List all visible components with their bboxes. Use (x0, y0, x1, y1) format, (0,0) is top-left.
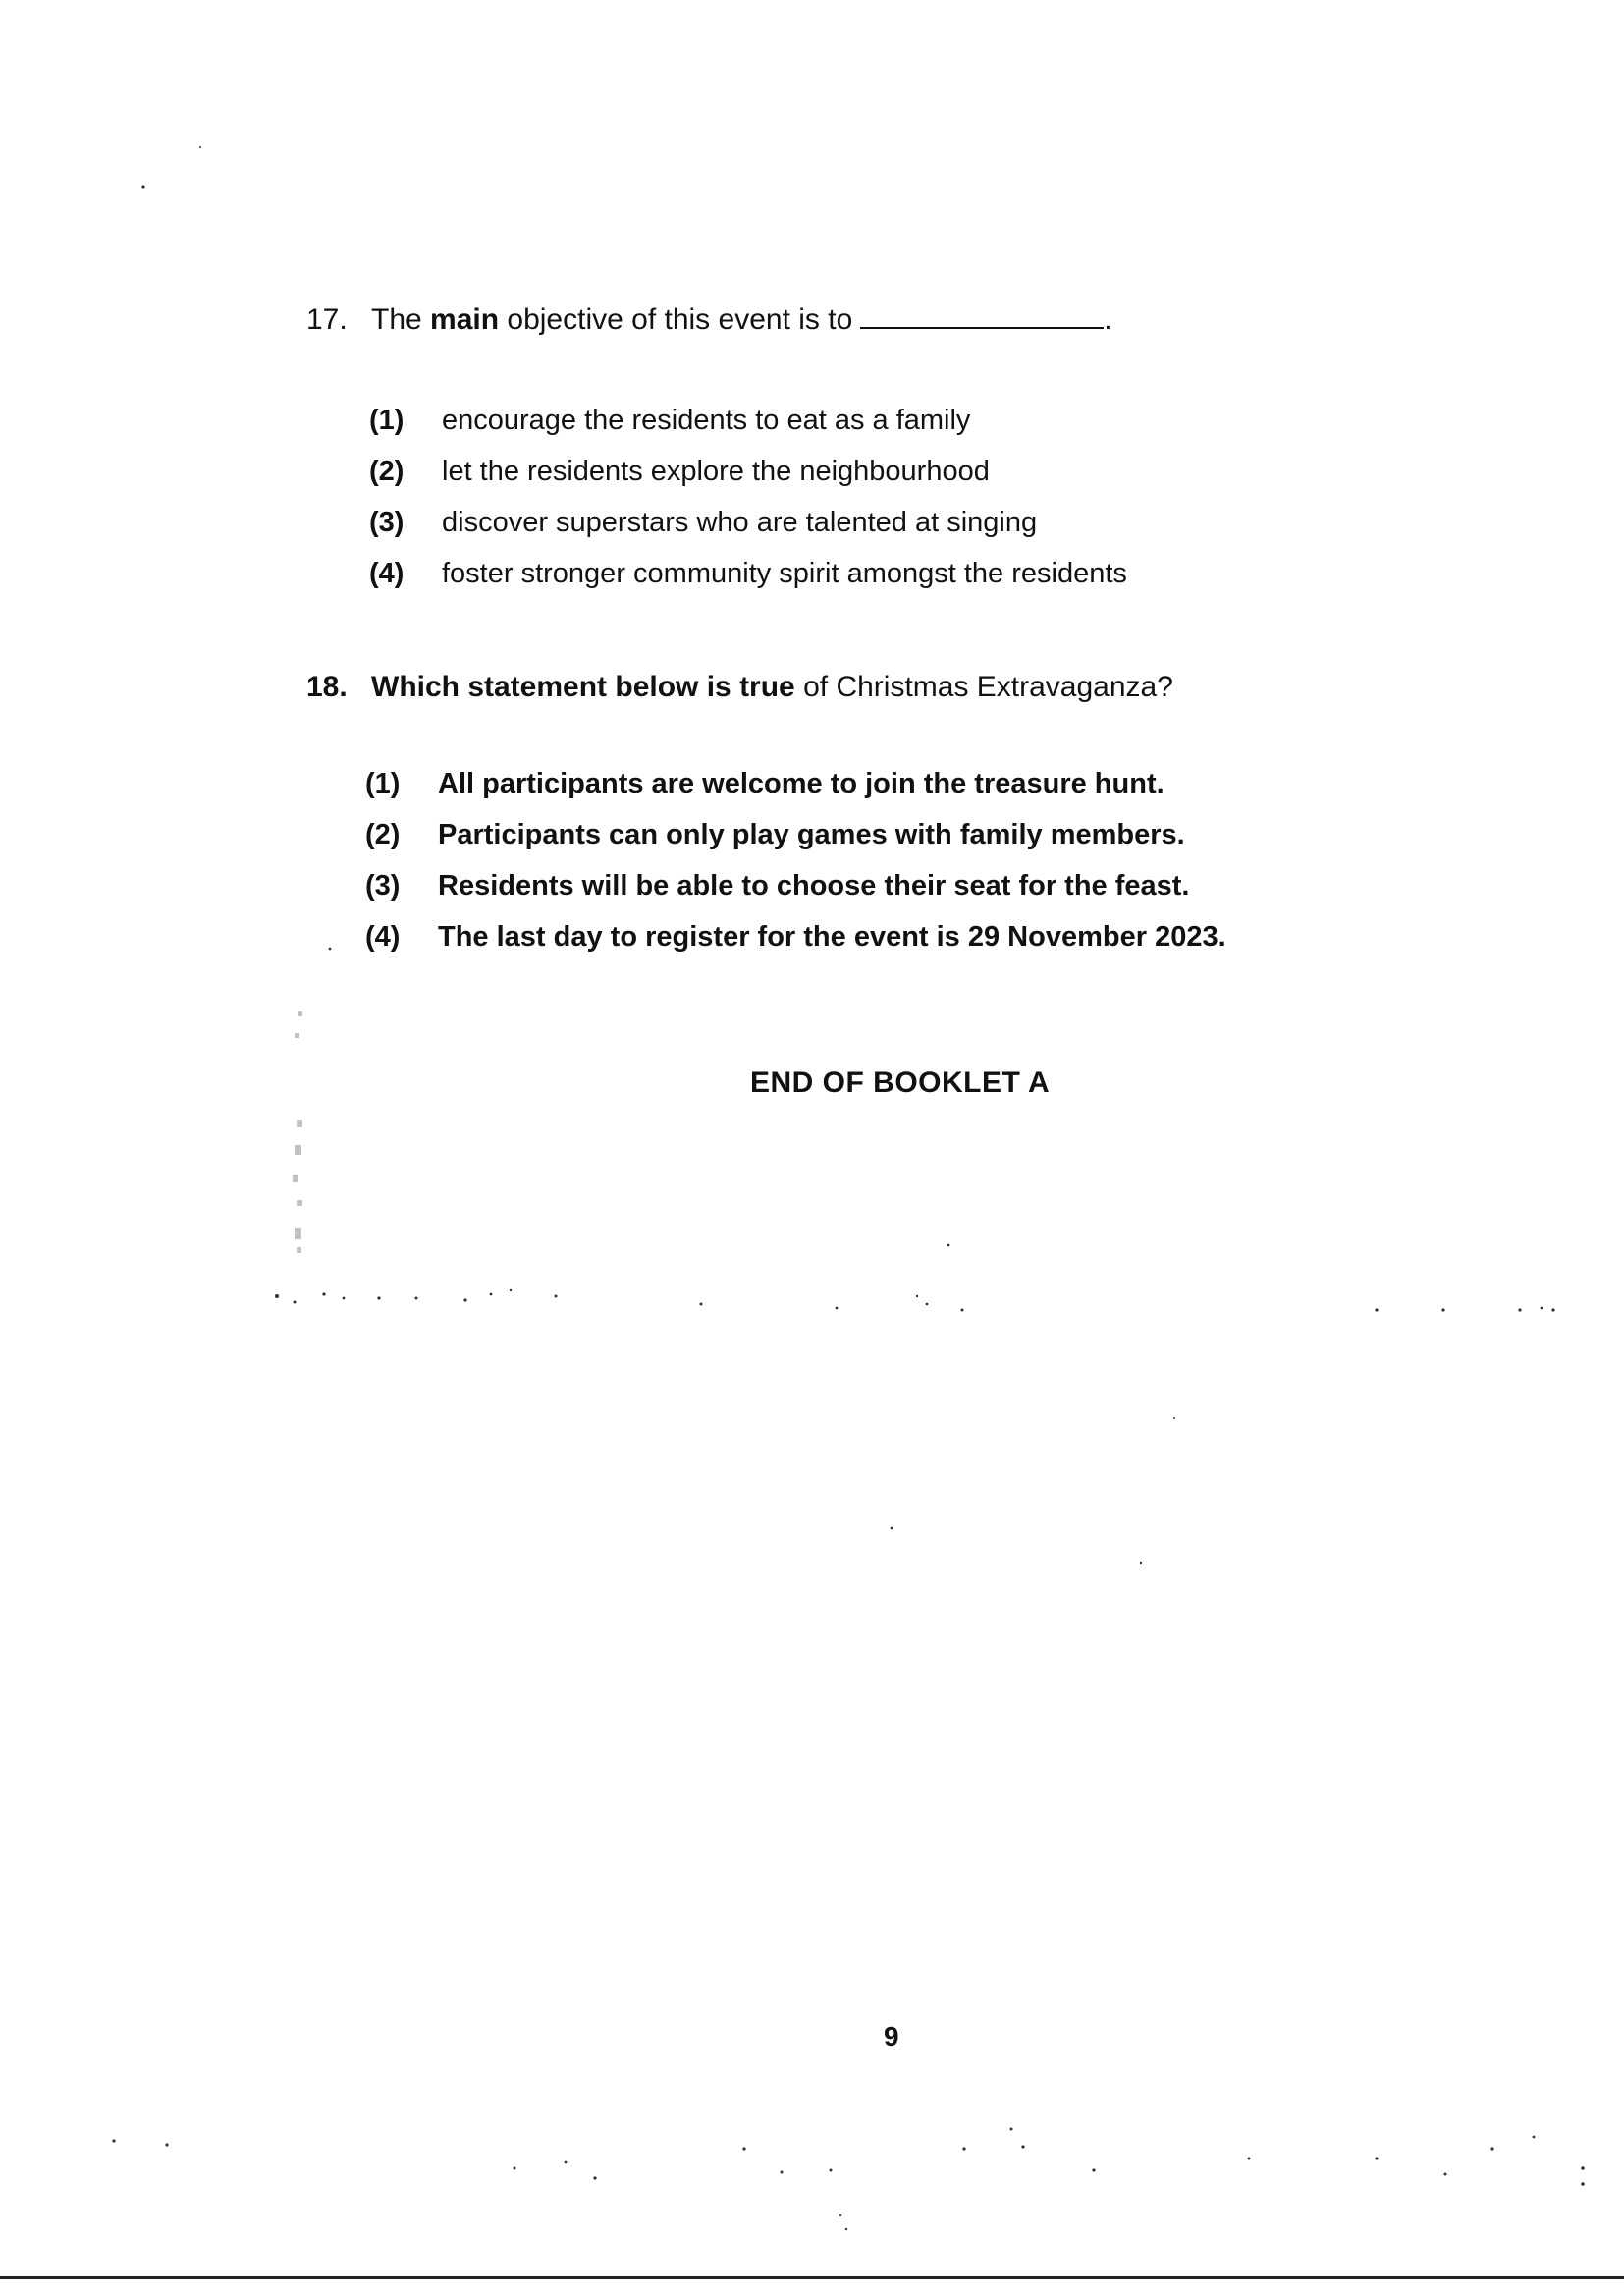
option-text: encourage the residents to eat as a family (442, 405, 971, 436)
question-17 (306, 301, 1112, 340)
option-text: foster stronger community spirit amongst the residents (442, 558, 1127, 589)
option-number: (1) (369, 405, 405, 436)
option-item (369, 395, 1127, 446)
bottom-edge-line (0, 2276, 1624, 2279)
option-item (365, 860, 1226, 911)
option-number: (3) (369, 507, 405, 538)
question-number: 18. (306, 671, 348, 703)
option-text: All participants are welcome to join the treasure hunt. (438, 768, 1164, 799)
option-item (369, 446, 1127, 497)
question-18 (306, 668, 1173, 707)
question-stem-start: Which statement below is (371, 671, 740, 703)
option-text: discover superstars who are talented at singing (442, 507, 1038, 538)
option-text: Residents will be able to choose their seat for the feast. (438, 870, 1190, 902)
answer-blank (860, 301, 1104, 329)
options-list-18 (365, 758, 1226, 962)
option-number: (3) (365, 870, 401, 902)
question-stem-end: of Christmas Extravaganza? (794, 671, 1173, 703)
question-stem-end: objective of this event is to (499, 303, 853, 336)
option-item (365, 758, 1226, 809)
question-stem-start: The (371, 303, 431, 336)
option-item (365, 911, 1226, 962)
options-list-17 (369, 395, 1127, 599)
question-stem-period: . (1104, 303, 1112, 336)
option-number: (2) (369, 456, 405, 487)
option-item (369, 497, 1127, 548)
option-number: (4) (369, 558, 405, 589)
option-item (369, 548, 1127, 599)
option-text: Participants can only play games with family members. (438, 819, 1185, 850)
question-stem-emphasis: true (739, 671, 795, 703)
option-text: The last day to register for the event is 29 November 2023. (438, 921, 1226, 953)
question-number: 17. (306, 303, 348, 336)
option-text: let the residents explore the neighbourhood (442, 456, 990, 487)
question-stem-emphasis: main (430, 303, 500, 336)
option-number: (4) (365, 921, 401, 953)
end-of-booklet-label: END OF BOOKLET A (750, 1066, 1051, 1099)
option-item (365, 809, 1226, 860)
page-number: 9 (884, 2021, 899, 2051)
option-number: (1) (365, 768, 401, 799)
option-number: (2) (365, 819, 401, 850)
